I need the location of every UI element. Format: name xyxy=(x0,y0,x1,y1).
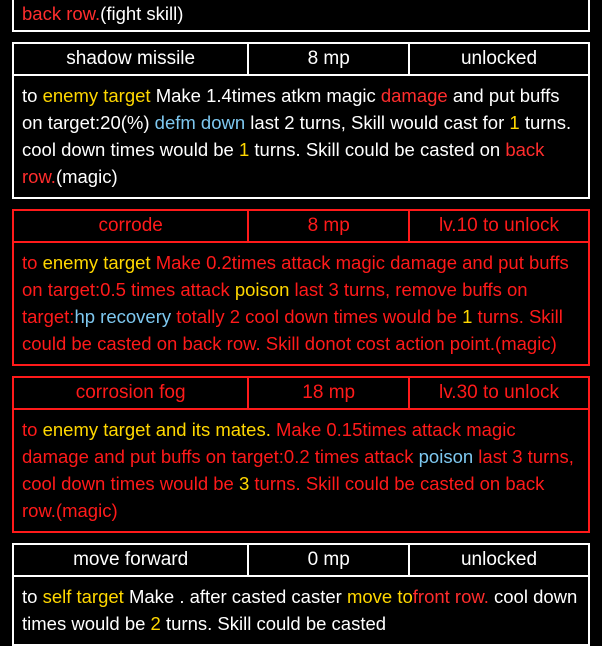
skill-name[interactable]: corrode xyxy=(14,211,249,241)
description-segment: 2 xyxy=(150,613,161,634)
description-segment: 1 xyxy=(462,306,473,327)
description-segment: enemy target xyxy=(42,85,151,106)
description-segment: back row. xyxy=(22,3,101,24)
skill-unlock-status: lv.30 to unlock xyxy=(438,382,560,403)
skill-header-row[interactable] xyxy=(12,376,590,410)
description-segment: Make 0.2times attack magic damage and put buffs on target:0.5 times attack xyxy=(22,252,569,300)
description-segment: last 2 turns, Skill would cast for xyxy=(245,112,510,133)
description-segment: damage xyxy=(380,85,448,106)
description-segment: last 3 turns, remove buffs on target: xyxy=(22,279,528,327)
description-segment: poison xyxy=(234,279,290,300)
description-segment: (magic) xyxy=(55,166,118,187)
skill-mp-cost: 0 mp xyxy=(249,545,410,575)
description-segment: back row. xyxy=(22,139,545,187)
description-segment: move to xyxy=(346,586,413,607)
skill-description xyxy=(12,243,590,366)
description-segment: turns. Skill could be casted on xyxy=(249,139,506,160)
skills-container xyxy=(0,42,602,646)
description-segment: to xyxy=(22,586,43,607)
skill-name[interactable]: shadow missile xyxy=(14,44,249,74)
description-segment: Make 0.15times attack magic damage and put buffs on target:0.2 times attack xyxy=(22,419,516,467)
skill-entry[interactable] xyxy=(12,42,590,199)
skill-unlock-status: lv.10 to unlock xyxy=(438,215,560,236)
skill-description xyxy=(12,577,590,646)
description-segment: 1 xyxy=(509,112,520,133)
description-segment: Make . after casted caster xyxy=(123,586,347,607)
description-segment: turns. Skill could be casted xyxy=(160,613,387,634)
skill-description xyxy=(12,410,590,533)
description-segment: self target xyxy=(42,586,124,607)
skill-entry[interactable] xyxy=(12,209,590,366)
description-segment: to xyxy=(22,419,43,440)
description-segment: enemy target xyxy=(42,252,151,273)
description-segment: turns. Skill could be casted on back row.(magic) xyxy=(22,473,545,521)
description-segment: 3 xyxy=(238,473,250,494)
description-segment: and put buffs on target:20(%) xyxy=(22,85,560,133)
skill-entry[interactable] xyxy=(12,376,590,533)
description-segment: 1 xyxy=(238,139,250,160)
skill-description xyxy=(12,76,590,199)
skill-header-row[interactable] xyxy=(12,543,590,577)
description-segment: cool down times would be xyxy=(22,586,578,634)
skill-entry[interactable] xyxy=(12,543,590,646)
skill-mp-cost: 18 mp xyxy=(249,378,410,408)
description-segment: to xyxy=(22,252,43,273)
skill-header-row[interactable] xyxy=(12,209,590,243)
skill-mp-cost: 8 mp xyxy=(249,211,410,241)
description-segment: turns. cool down times would be xyxy=(22,112,572,160)
description-segment: totally 2 cool down times would be xyxy=(171,306,463,327)
description-segment: enemy target and its mates. xyxy=(42,419,271,440)
description-segment: to xyxy=(22,85,43,106)
description-segment: hp recovery xyxy=(74,306,172,327)
description-text xyxy=(22,3,183,24)
description-segment: last 3 turns, cool down times would be xyxy=(22,446,574,494)
description-segment: poison xyxy=(418,446,474,467)
skill-unlock-status: unlocked xyxy=(460,48,538,69)
skill-name[interactable]: corrosion fog xyxy=(14,378,249,408)
skill-unlock-status: unlocked xyxy=(460,549,538,570)
description-segment: front row. xyxy=(412,586,489,607)
description-segment: turns. Skill could be casted on back row. Skill donot cost action point.(magic) xyxy=(22,306,563,354)
description-segment: Make 1.4times atkm magic xyxy=(150,85,381,106)
skill-header-row[interactable] xyxy=(12,42,590,76)
partial-skill-description-top xyxy=(12,0,590,32)
description-segment: defm down xyxy=(154,112,246,133)
skill-name[interactable]: move forward xyxy=(14,545,249,575)
description-segment: (fight skill) xyxy=(100,3,184,24)
skill-mp-cost: 8 mp xyxy=(249,44,410,74)
